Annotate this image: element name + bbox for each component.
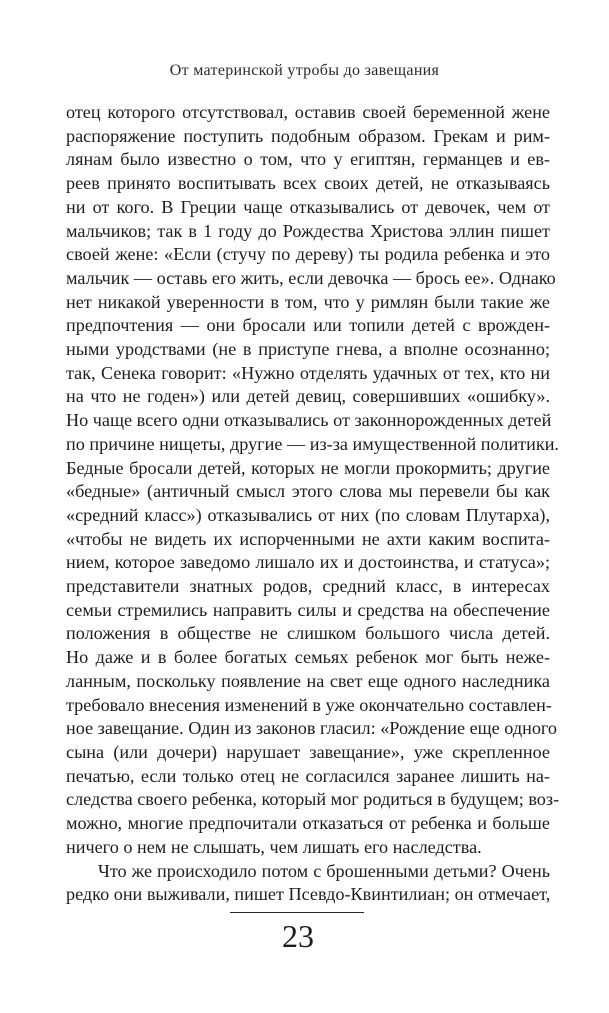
text-line: Бедные бросали детей, которых не могли прокормить; другие xyxy=(66,457,550,478)
paragraph-2 xyxy=(66,860,550,907)
body-text xyxy=(66,101,560,907)
text-line: нием, которое заведомо лишало их и достоинства, и статуса»; xyxy=(66,552,550,573)
text-line: «бедные» (античный смысл этого слова мы перевели бы как xyxy=(66,481,550,502)
running-header: От материнской утробы до завещания xyxy=(169,62,440,79)
text-line: можно, многие предпочитали отказаться от ребенка и больше xyxy=(66,813,550,834)
text-line: следства своего ребенка, который мог родиться в будущем; воз- xyxy=(66,789,560,810)
text-line: печатью, если только отец не согласился заранее лишить на- xyxy=(66,765,550,786)
page-number: 23 xyxy=(282,918,314,954)
text-line: ными уродствами (не в приступе гнева, а вполне осознанно; xyxy=(66,339,550,360)
text-line: Но чаще всего одни отказывались от законнорожденных детей xyxy=(66,410,552,431)
paragraph-1 xyxy=(66,101,560,860)
text-line: ничего о нем не слышать, чем лишать его наследства. xyxy=(66,836,482,857)
text-line: ни от кого. В Греции чаще отказывались от девочек, чем от xyxy=(66,196,550,217)
text-line: «средний класс») отказывались от них (по словам Плутарха), xyxy=(66,504,550,525)
text-line: своей жене: «Если (стучу по дереву) ты родила ребенка и это xyxy=(66,244,550,265)
text-line: реев принято воспитывать всех своих детей, не отказываясь xyxy=(66,173,550,194)
footer-rule xyxy=(230,912,364,913)
text-line: отец которого отсутствовал, оставив своей беременной жене xyxy=(66,102,550,122)
text-line: ное завещание. Один из законов гласил: «Рождение еще одного xyxy=(66,718,558,739)
text-line: ланным, поскольку появление на свет еще одного наследника xyxy=(66,670,550,691)
text-line: «чтобы не видеть их испорченными не ахти каким воспита- xyxy=(66,528,550,549)
text-line: по причине нищеты, другие — из-за имущественной политики. xyxy=(66,433,559,454)
text-line: требовало внесения изменений в уже окончательно составлен- xyxy=(66,694,552,715)
text-line: на что не годен») или детей девиц, совершивших «ошибку». xyxy=(66,386,550,407)
text-line: мальчик — оставь его жить, если девочка — брось ее». Однако xyxy=(66,267,556,288)
text-line: сына (или дочери) нарушает завещание», уже скрепленное xyxy=(66,741,550,762)
text-line: Но даже и в более богатых семьях ребенок мог быть неже- xyxy=(66,647,550,668)
text-line: положения в обществе не слишком большого числа детей. xyxy=(66,623,550,644)
text-line: семьи стремились направить силы и средства на обеспечение xyxy=(66,599,550,620)
text-line: нет никакой уверенности в том, что у римлян были такие же xyxy=(66,291,550,312)
text-line: предпочтения — они бросали или топили детей с врожден- xyxy=(66,315,550,336)
text-line: представители знатных родов, средний класс, в интересах xyxy=(66,576,550,597)
text-line: распоряжение поступить подобным образом. Грекам и рим- xyxy=(66,125,550,146)
text-line: так, Сенека говорит: «Нужно отделять удачных от тех, кто ни xyxy=(66,362,550,383)
text-line: мальчиков; так в 1 году до Рождества Христова эллин пишет xyxy=(66,220,550,241)
text-line: редко они выживали, пишет Псевдо-Квинтилиан; он отмечает, xyxy=(66,884,551,905)
text-line: Что же происходило потом с брошенными детьми? Очень xyxy=(98,860,550,881)
text-line: лянам было известно о том, что у египтян, германцев и ев- xyxy=(66,149,550,170)
